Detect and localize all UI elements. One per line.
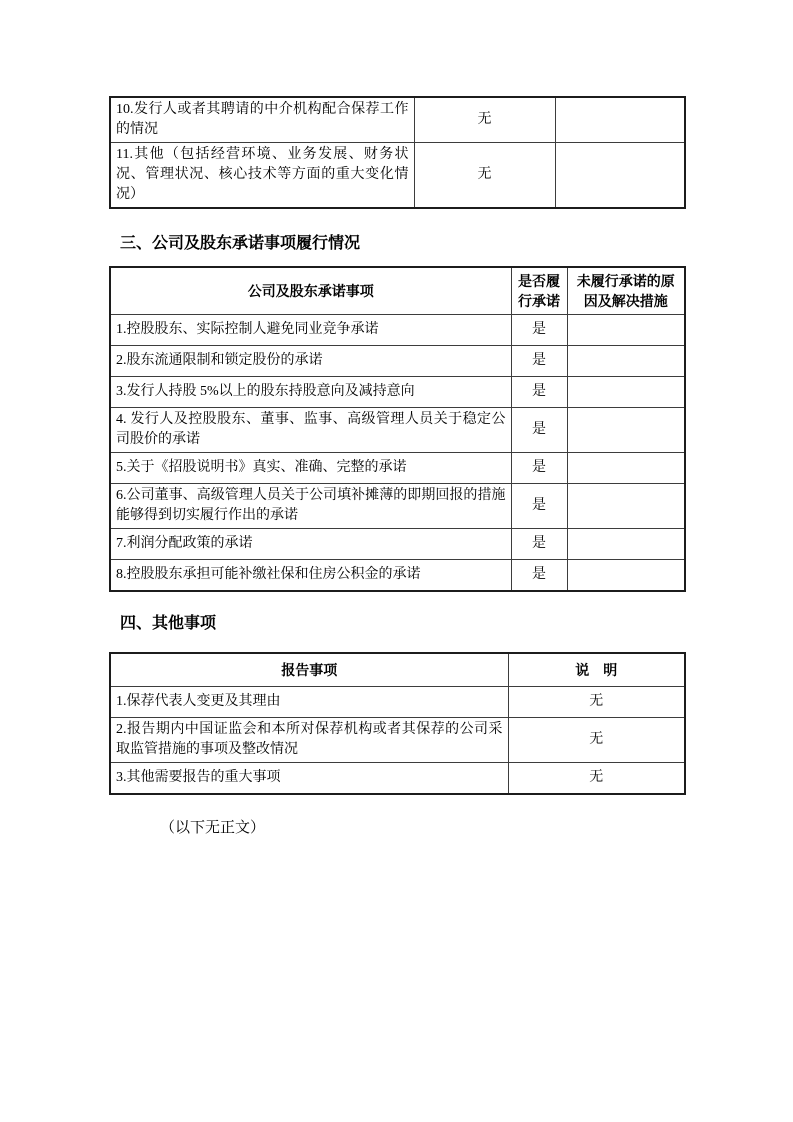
- other-matters-table: [109, 652, 686, 795]
- document-page: [109, 96, 684, 838]
- table-row: [110, 315, 685, 346]
- reason-cell: [567, 346, 685, 377]
- item-cell: 11.其他（包括经营环境、业务发展、财务状况、管理状况、核心技术等方面的重大变化情况）: [110, 143, 414, 209]
- value-cell: 无: [414, 97, 555, 143]
- note-cell: 无: [508, 687, 685, 718]
- table-row: [110, 453, 685, 484]
- item-cell: 1.控股股东、实际控制人避免同业竞争承诺: [110, 315, 511, 346]
- section-heading-three: 三、公司及股东承诺事项履行情况: [120, 235, 361, 252]
- fulfilled-cell: 是: [511, 315, 567, 346]
- column-header-note: 说 明: [508, 653, 685, 687]
- section-heading-four: 四、其他事项: [120, 615, 217, 632]
- value-cell: 无: [414, 143, 555, 209]
- note-cell: [555, 143, 685, 209]
- item-cell: 3.发行人持股 5%以上的股东持股意向及减持意向: [110, 377, 511, 408]
- table-row: [110, 408, 685, 453]
- item-cell: 2.股东流通限制和锁定股份的承诺: [110, 346, 511, 377]
- reason-cell: [567, 560, 685, 592]
- interim-table: [109, 96, 686, 209]
- item-cell: 3.其他需要报告的重大事项: [110, 763, 508, 795]
- note-cell: [555, 97, 685, 143]
- reason-cell: [567, 529, 685, 560]
- item-cell: 1.保荐代表人变更及其理由: [110, 687, 508, 718]
- fulfilled-cell: 是: [511, 529, 567, 560]
- table-row: [110, 346, 685, 377]
- table-row: [110, 718, 685, 763]
- fulfilled-cell: 是: [511, 408, 567, 453]
- reason-cell: [567, 453, 685, 484]
- note-cell: 无: [508, 718, 685, 763]
- reason-cell: [567, 484, 685, 529]
- reason-cell: [567, 315, 685, 346]
- fulfilled-cell: 是: [511, 484, 567, 529]
- fulfilled-cell: 是: [511, 560, 567, 592]
- item-cell: 6.公司董事、高级管理人员关于公司填补摊薄的即期回报的措施能够得到切实履行作出的承诺: [110, 484, 511, 529]
- table-row: [110, 529, 685, 560]
- fulfilled-cell: 是: [511, 453, 567, 484]
- commitments-table: [109, 266, 686, 592]
- note-cell: 无: [508, 763, 685, 795]
- fulfilled-cell: 是: [511, 346, 567, 377]
- table-header-row: [110, 267, 685, 315]
- table-row: [110, 763, 685, 795]
- column-header-item: 公司及股东承诺事项: [110, 267, 511, 315]
- reason-cell: [567, 377, 685, 408]
- fulfilled-cell: 是: [511, 377, 567, 408]
- closing-note: （以下无正文）: [160, 820, 266, 836]
- item-cell: 7.利润分配政策的承诺: [110, 529, 511, 560]
- table-row: [110, 484, 685, 529]
- column-header-item: 报告事项: [110, 653, 508, 687]
- item-cell: 2.报告期内中国证监会和本所对保荐机构或者其保荐的公司采取监管措施的事项及整改情况: [110, 718, 508, 763]
- item-cell: 8.控股股东承担可能补缴社保和住房公积金的承诺: [110, 560, 511, 592]
- table-row: [110, 687, 685, 718]
- item-cell: 5.关于《招股说明书》真实、准确、完整的承诺: [110, 453, 511, 484]
- reason-cell: [567, 408, 685, 453]
- item-cell: 10.发行人或者其聘请的中介机构配合保荐工作的情况: [110, 97, 414, 143]
- column-header-reason: 未履行承诺的原因及解决措施: [567, 267, 685, 315]
- table-row: [110, 560, 685, 592]
- table-row: [110, 377, 685, 408]
- table-row: [110, 97, 685, 143]
- table-row: [110, 143, 685, 209]
- column-header-fulfilled: 是否履行承诺: [511, 267, 567, 315]
- table-header-row: [110, 653, 685, 687]
- item-cell: 4. 发行人及控股股东、董事、监事、高级管理人员关于稳定公司股价的承诺: [110, 408, 511, 453]
